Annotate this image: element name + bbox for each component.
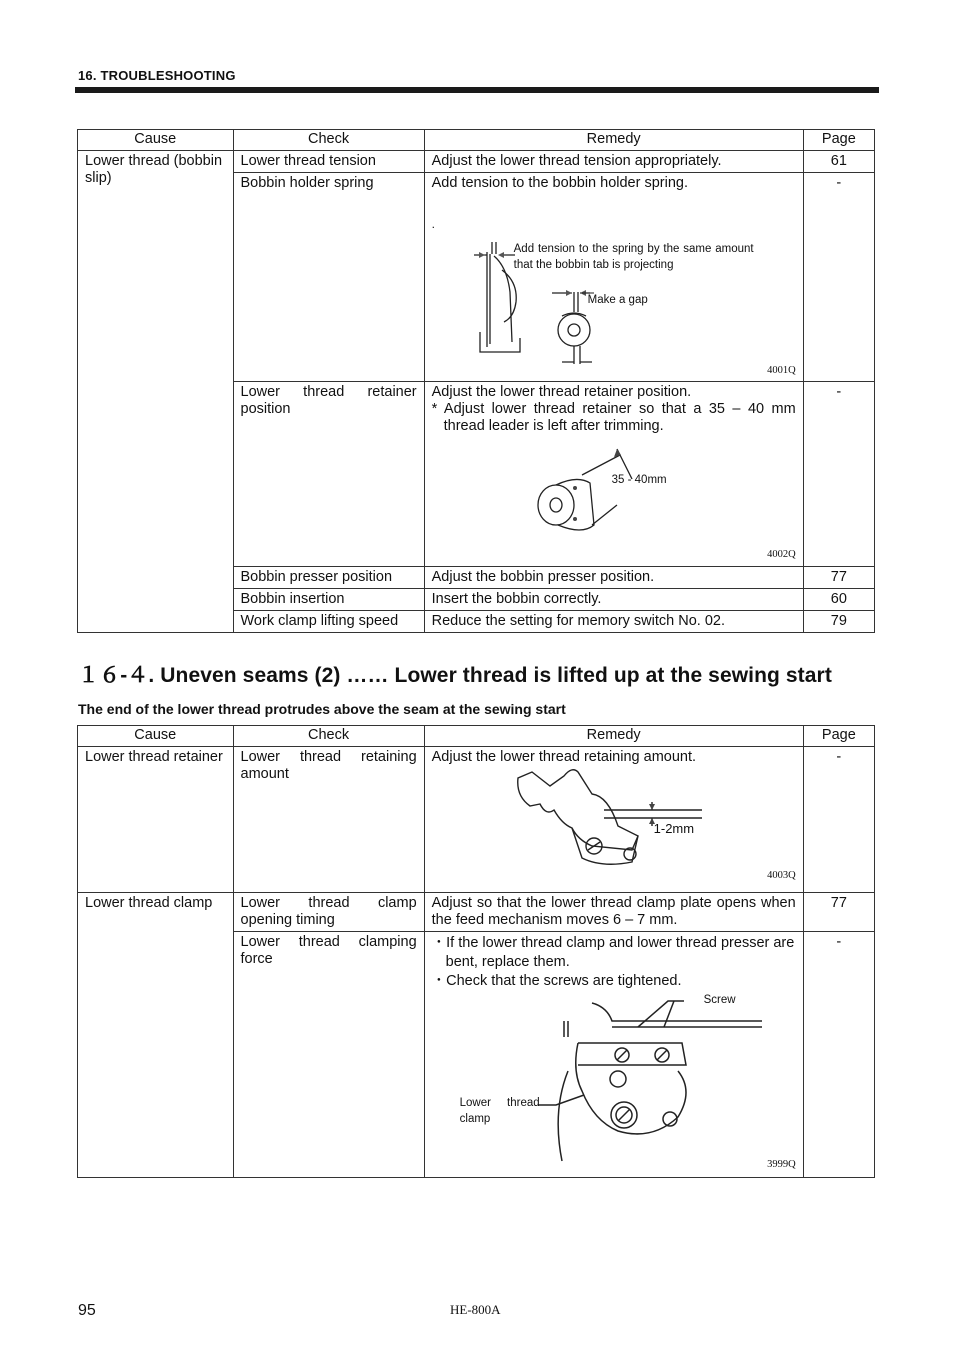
page-cell: - bbox=[803, 173, 874, 382]
figure-label-length: 35 - 40mm bbox=[611, 474, 667, 486]
check-cell: Lower thread retaining amount bbox=[233, 747, 424, 893]
troubleshooting-table-lower-thread-lift bbox=[77, 725, 875, 1178]
bobbin-spring-illustration bbox=[432, 192, 783, 377]
col-header-page: Page bbox=[803, 130, 874, 151]
figure-code: 4002Q bbox=[767, 549, 796, 560]
figure-label-gap: Make a gap bbox=[587, 294, 648, 306]
check-cell: Bobbin presser position bbox=[233, 567, 424, 589]
figure-label-amount: 1-2mm bbox=[653, 821, 695, 836]
page-cell: 77 bbox=[803, 893, 874, 932]
check-cell: Lower thread tension bbox=[233, 151, 424, 173]
thread-retainer-illustration bbox=[432, 435, 783, 561]
remedy-text: Adjust the lower thread retaining amount. bbox=[431, 749, 697, 765]
figure-thread-retainer bbox=[432, 435, 796, 563]
check-cell: Lower thread clamping force bbox=[233, 932, 424, 1178]
remedy-bullet: ・If the lower thread clamp and lower thread presser are bent, replace them. bbox=[431, 935, 795, 970]
remedy-bullet: ・Check that the screws are tightened. bbox=[431, 973, 682, 989]
check-cell: Bobbin holder spring bbox=[233, 173, 424, 382]
retaining-amount-illustration bbox=[432, 766, 783, 882]
remedy-cell: Adjust the bobbin presser position. bbox=[424, 567, 803, 589]
page-cell: 79 bbox=[803, 611, 874, 633]
remedy-cell bbox=[424, 382, 803, 567]
check-cell: Lower thread retainer position bbox=[233, 382, 424, 567]
page-number: 95 bbox=[78, 1302, 96, 1319]
figure-label-screw: Screw bbox=[703, 994, 736, 1006]
model-name: HE-800A bbox=[450, 1302, 501, 1317]
remedy-cell: Adjust the lower thread tension appropriately. bbox=[424, 151, 803, 173]
col-header-cause: Cause bbox=[78, 726, 234, 747]
remedy-cell bbox=[424, 932, 803, 1178]
page-cell: 61 bbox=[803, 151, 874, 173]
dot-mark: . bbox=[431, 217, 435, 231]
remedy-cell: Adjust so that the lower thread clamp plate opens when the feed mechanism moves 6 – 7 mm. bbox=[424, 893, 803, 932]
cause-cell: Lower thread retainer bbox=[78, 747, 234, 893]
remedy-cell bbox=[424, 747, 803, 893]
col-header-cause: Cause bbox=[78, 130, 234, 151]
remedy-cell: Reduce the setting for memory switch No. 02. bbox=[424, 611, 803, 633]
figure-label-tension: Add tension to the spring by the same amount that the bobbin tab is projecting bbox=[513, 243, 754, 271]
check-cell: Lower thread clamp opening timing bbox=[233, 893, 424, 932]
remedy-note: * Adjust lower thread retainer so that a 35 – 40 mm thread leader is left after trimming. bbox=[431, 401, 796, 434]
col-header-remedy: Remedy bbox=[424, 726, 803, 747]
section-number: １６-４. bbox=[78, 664, 155, 687]
troubleshooting-table-bobbin-slip bbox=[77, 129, 875, 633]
page-cell: - bbox=[803, 932, 874, 1178]
figure-thread-clamp bbox=[432, 991, 796, 1173]
figure-bobbin-spring bbox=[432, 192, 796, 379]
page-cell: 77 bbox=[803, 567, 874, 589]
remedy-text: Add tension to the bobbin holder spring. bbox=[431, 175, 688, 191]
col-header-remedy: Remedy bbox=[424, 130, 803, 151]
section-heading: Uneven seams (2) …… Lower thread is lifted up at the sewing start bbox=[160, 664, 832, 687]
section-title bbox=[78, 659, 832, 689]
col-header-check: Check bbox=[233, 726, 424, 747]
figure-code: 3999Q bbox=[767, 1159, 796, 1170]
page-cell: - bbox=[803, 382, 874, 567]
check-cell: Work clamp lifting speed bbox=[233, 611, 424, 633]
section-header: 16. TROUBLESHOOTING bbox=[78, 68, 236, 83]
figure-label-clamp: Lower thread clamp bbox=[459, 1097, 540, 1125]
remedy-text: Adjust the lower thread retainer position. bbox=[431, 384, 692, 400]
page-cell: - bbox=[803, 747, 874, 893]
page-cell: 60 bbox=[803, 589, 874, 611]
cause-cell: Lower thread (bobbin slip) bbox=[78, 151, 234, 633]
remedy-cell: Insert the bobbin correctly. bbox=[424, 589, 803, 611]
col-header-page: Page bbox=[803, 726, 874, 747]
figure-code: 4001Q bbox=[767, 365, 796, 376]
cause-cell: Lower thread clamp bbox=[78, 893, 234, 1178]
col-header-check: Check bbox=[233, 130, 424, 151]
figure-code: 4003Q bbox=[767, 870, 796, 881]
check-cell: Bobbin insertion bbox=[233, 589, 424, 611]
remedy-cell bbox=[424, 173, 803, 382]
thread-clamp-illustration bbox=[432, 991, 783, 1171]
header-rule bbox=[75, 87, 879, 93]
section-subtitle: The end of the lower thread protrudes above the seam at the sewing start bbox=[78, 701, 566, 717]
figure-retaining-amount bbox=[432, 766, 796, 884]
